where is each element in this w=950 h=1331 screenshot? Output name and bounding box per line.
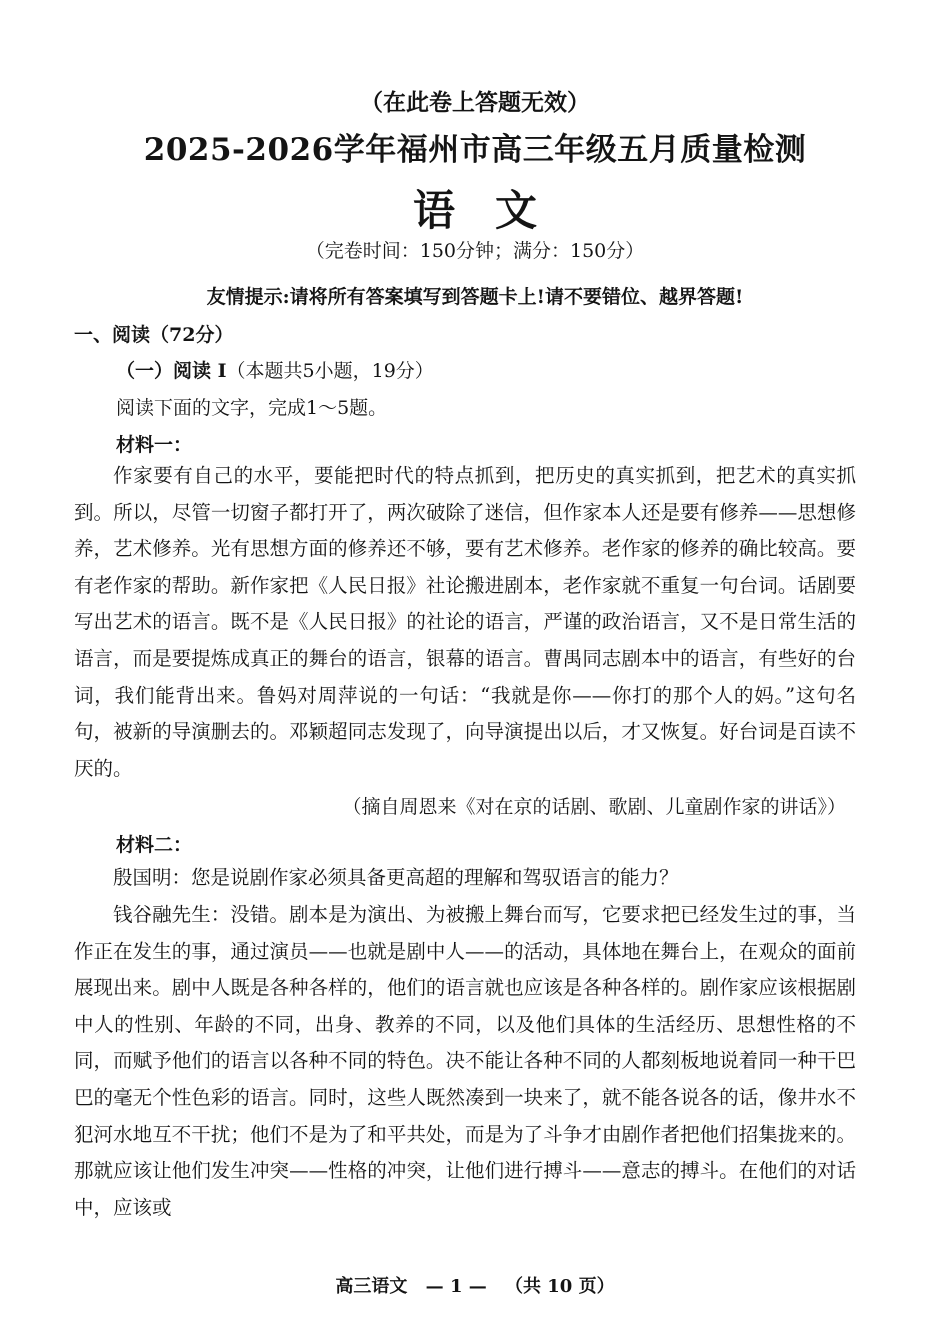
material2-answer: 钱谷融先生：没错。剧本是为演出、为被搬上舞台而写，它要求把已经发生过的事，当作正在发生的事，通过演员——也就是剧中人——的活动，具体地在舞台上，在观众的面前展现出来。剧中人既是各种各样的，他们的语言就也应该是各种各样的。剧作家应该根据剧中人的性别、年龄的不同，出身、教养的不同，以及他们具体的生活经历、思想性格的不同，而赋予他们的语言以各种不同的特色。决不能让各种不同的人都刻板地说着同一种干巴巴的毫无个性色彩的语言。同时，这些人既然凑到一块来了，就不能各说各的话，像井水不犯河水地互不干扰；他们不是为了和平共处，而是为了斗争才由剧作者把他们招集拢来的。那就应该让他们发生冲突——性格的冲突，让他们进行搏斗——意志的搏斗。在他们的对话中，应该或 [74, 903, 856, 1219]
invalid-answer-notice: （在此卷上答题无效） [360, 89, 590, 116]
subsection-heading [116, 356, 434, 383]
material2-question: 殷国明：您是说剧作家必须具备更高超的理解和驾驭语言的能力？ [113, 866, 679, 889]
exam-title: 2025-2026学年福州市高三年级五月质量检测 [143, 132, 807, 168]
time-info: （完卷时间：150分钟；满分：150分） [305, 240, 645, 262]
material2-label: 材料二： [116, 834, 193, 856]
material1-citation: （摘自周恩来《对在京的话剧、歌剧、儿童剧作家的讲话》） [342, 796, 846, 818]
material1-paragraph: 作家要有自己的水平，要能把时代的特点抓到，把历史的真实抓到，把艺术的真实抓到。所以，尽管一切窗子都打开了，两次破除了迷信，但作家本人还是要有修养——思想修养，艺术修养。光有思想方面的修养还不够，要有艺术修养。老作家的修养的确比较高。要有老作家的帮助。新作家把《人民日报》社论搬进剧本，老作家就不重复一句台词。话剧要写出艺术的语言。既不是《人民日报》的社论的语言，严谨的政治语言，又不是日常生活的语言，而是要提炼成真正的舞台的语言，银幕的语言。曹禺同志剧本中的语言，有些好的台词，我们能背出来。鲁妈对周萍说的一句话：“我就是你——你打的那个人的妈。”这句名句，被新的导演删去的。邓颖超同志发现了，向导演提出以后，才又恢复。好台词是百读不厌的。 [74, 464, 856, 780]
friendly-tip: 友情提示:请将所有答案填写到答题卡上!请不要错位、越界答题! [206, 286, 744, 308]
section-heading: 一、阅读（72分） [74, 324, 234, 346]
footer-page-number: — 1 — [425, 1276, 487, 1297]
subsection-detail: （本题共5小题，19分） [226, 360, 434, 382]
subsection-label: （一）阅读 Ⅰ [116, 360, 227, 382]
reading-instruction: 阅读下面的文字，完成1～5题。 [116, 397, 388, 419]
subject-title: 语文 [412, 186, 577, 235]
page-footer [0, 1272, 950, 1298]
footer-total-pages: （共 10 页） [505, 1276, 615, 1297]
footer-subject: 高三语文 [335, 1276, 408, 1297]
material1-label: 材料一： [116, 434, 193, 456]
